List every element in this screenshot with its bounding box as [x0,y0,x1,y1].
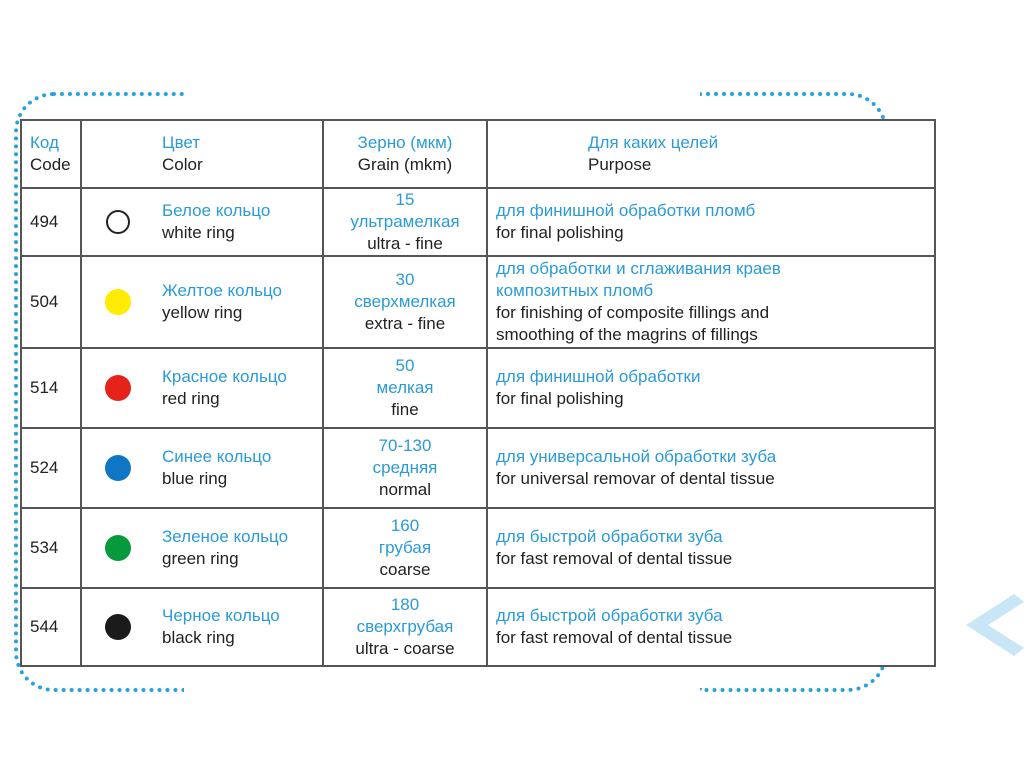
color-dot-cell [81,428,154,508]
color-dot-cell [81,588,154,666]
color-dot-cell [81,348,154,428]
table-row [21,428,935,508]
table-row [21,508,935,588]
row-code: 544 [21,588,81,666]
header-code: Код Code [21,120,81,188]
row-purpose: для универсальной обработки зуба for universal removar of dental tissue [487,428,935,508]
table-row [21,256,935,348]
header-grain: Зерно (мкм) Grain (mkm) [323,120,487,188]
row-grain: 180 сверхгрубая ultra - coarse [323,588,487,666]
row-grain: 15 ультрамелкая ultra - fine [323,188,487,256]
table-row [21,188,935,256]
row-code: 524 [21,428,81,508]
color-dot-icon [105,289,131,315]
row-purpose: для финишной обработки for final polishing [487,348,935,428]
color-dot-cell [81,188,154,256]
row-code: 534 [21,508,81,588]
row-purpose: для финишной обработки пломб for final polishing [487,188,935,256]
color-dot-cell [81,256,154,348]
row-color-name: Белое кольцо white ring [154,188,323,256]
color-dot-cell [81,508,154,588]
header-purpose: Для каких целей Purpose [487,120,935,188]
row-code: 504 [21,256,81,348]
row-purpose: для обработки и сглаживания краев композитных пломб for finishing of composite fillings and smoothing of the magrins of fillings [487,256,935,348]
table-header-row [21,120,935,188]
header-color: Цвет Color [154,120,323,188]
row-color-name: Зеленое кольцо green ring [154,508,323,588]
color-dot-icon [105,375,131,401]
table-row [21,348,935,428]
row-code: 494 [21,188,81,256]
row-grain: 70-130 средняя normal [323,428,487,508]
row-color-name: Синее кольцо blue ring [154,428,323,508]
ring-code-table [20,119,936,667]
row-color-name: Желтое кольцо yellow ring [154,256,323,348]
row-grain: 50 мелкая fine [323,348,487,428]
row-grain: 160 грубая coarse [323,508,487,588]
color-dot-icon [106,210,130,234]
color-dot-icon [105,455,131,481]
color-dot-icon [105,614,131,640]
row-code: 514 [21,348,81,428]
chevron-left-icon[interactable] [962,590,1024,660]
row-purpose: для быстрой обработки зуба for fast removal of dental tissue [487,588,935,666]
row-purpose: для быстрой обработки зуба for fast removal of dental tissue [487,508,935,588]
table-row [21,588,935,666]
color-dot-icon [105,535,131,561]
row-color-name: Красное кольцо red ring [154,348,323,428]
row-grain: 30 сверхмелкая extra - fine [323,256,487,348]
row-color-name: Черное кольцо black ring [154,588,323,666]
